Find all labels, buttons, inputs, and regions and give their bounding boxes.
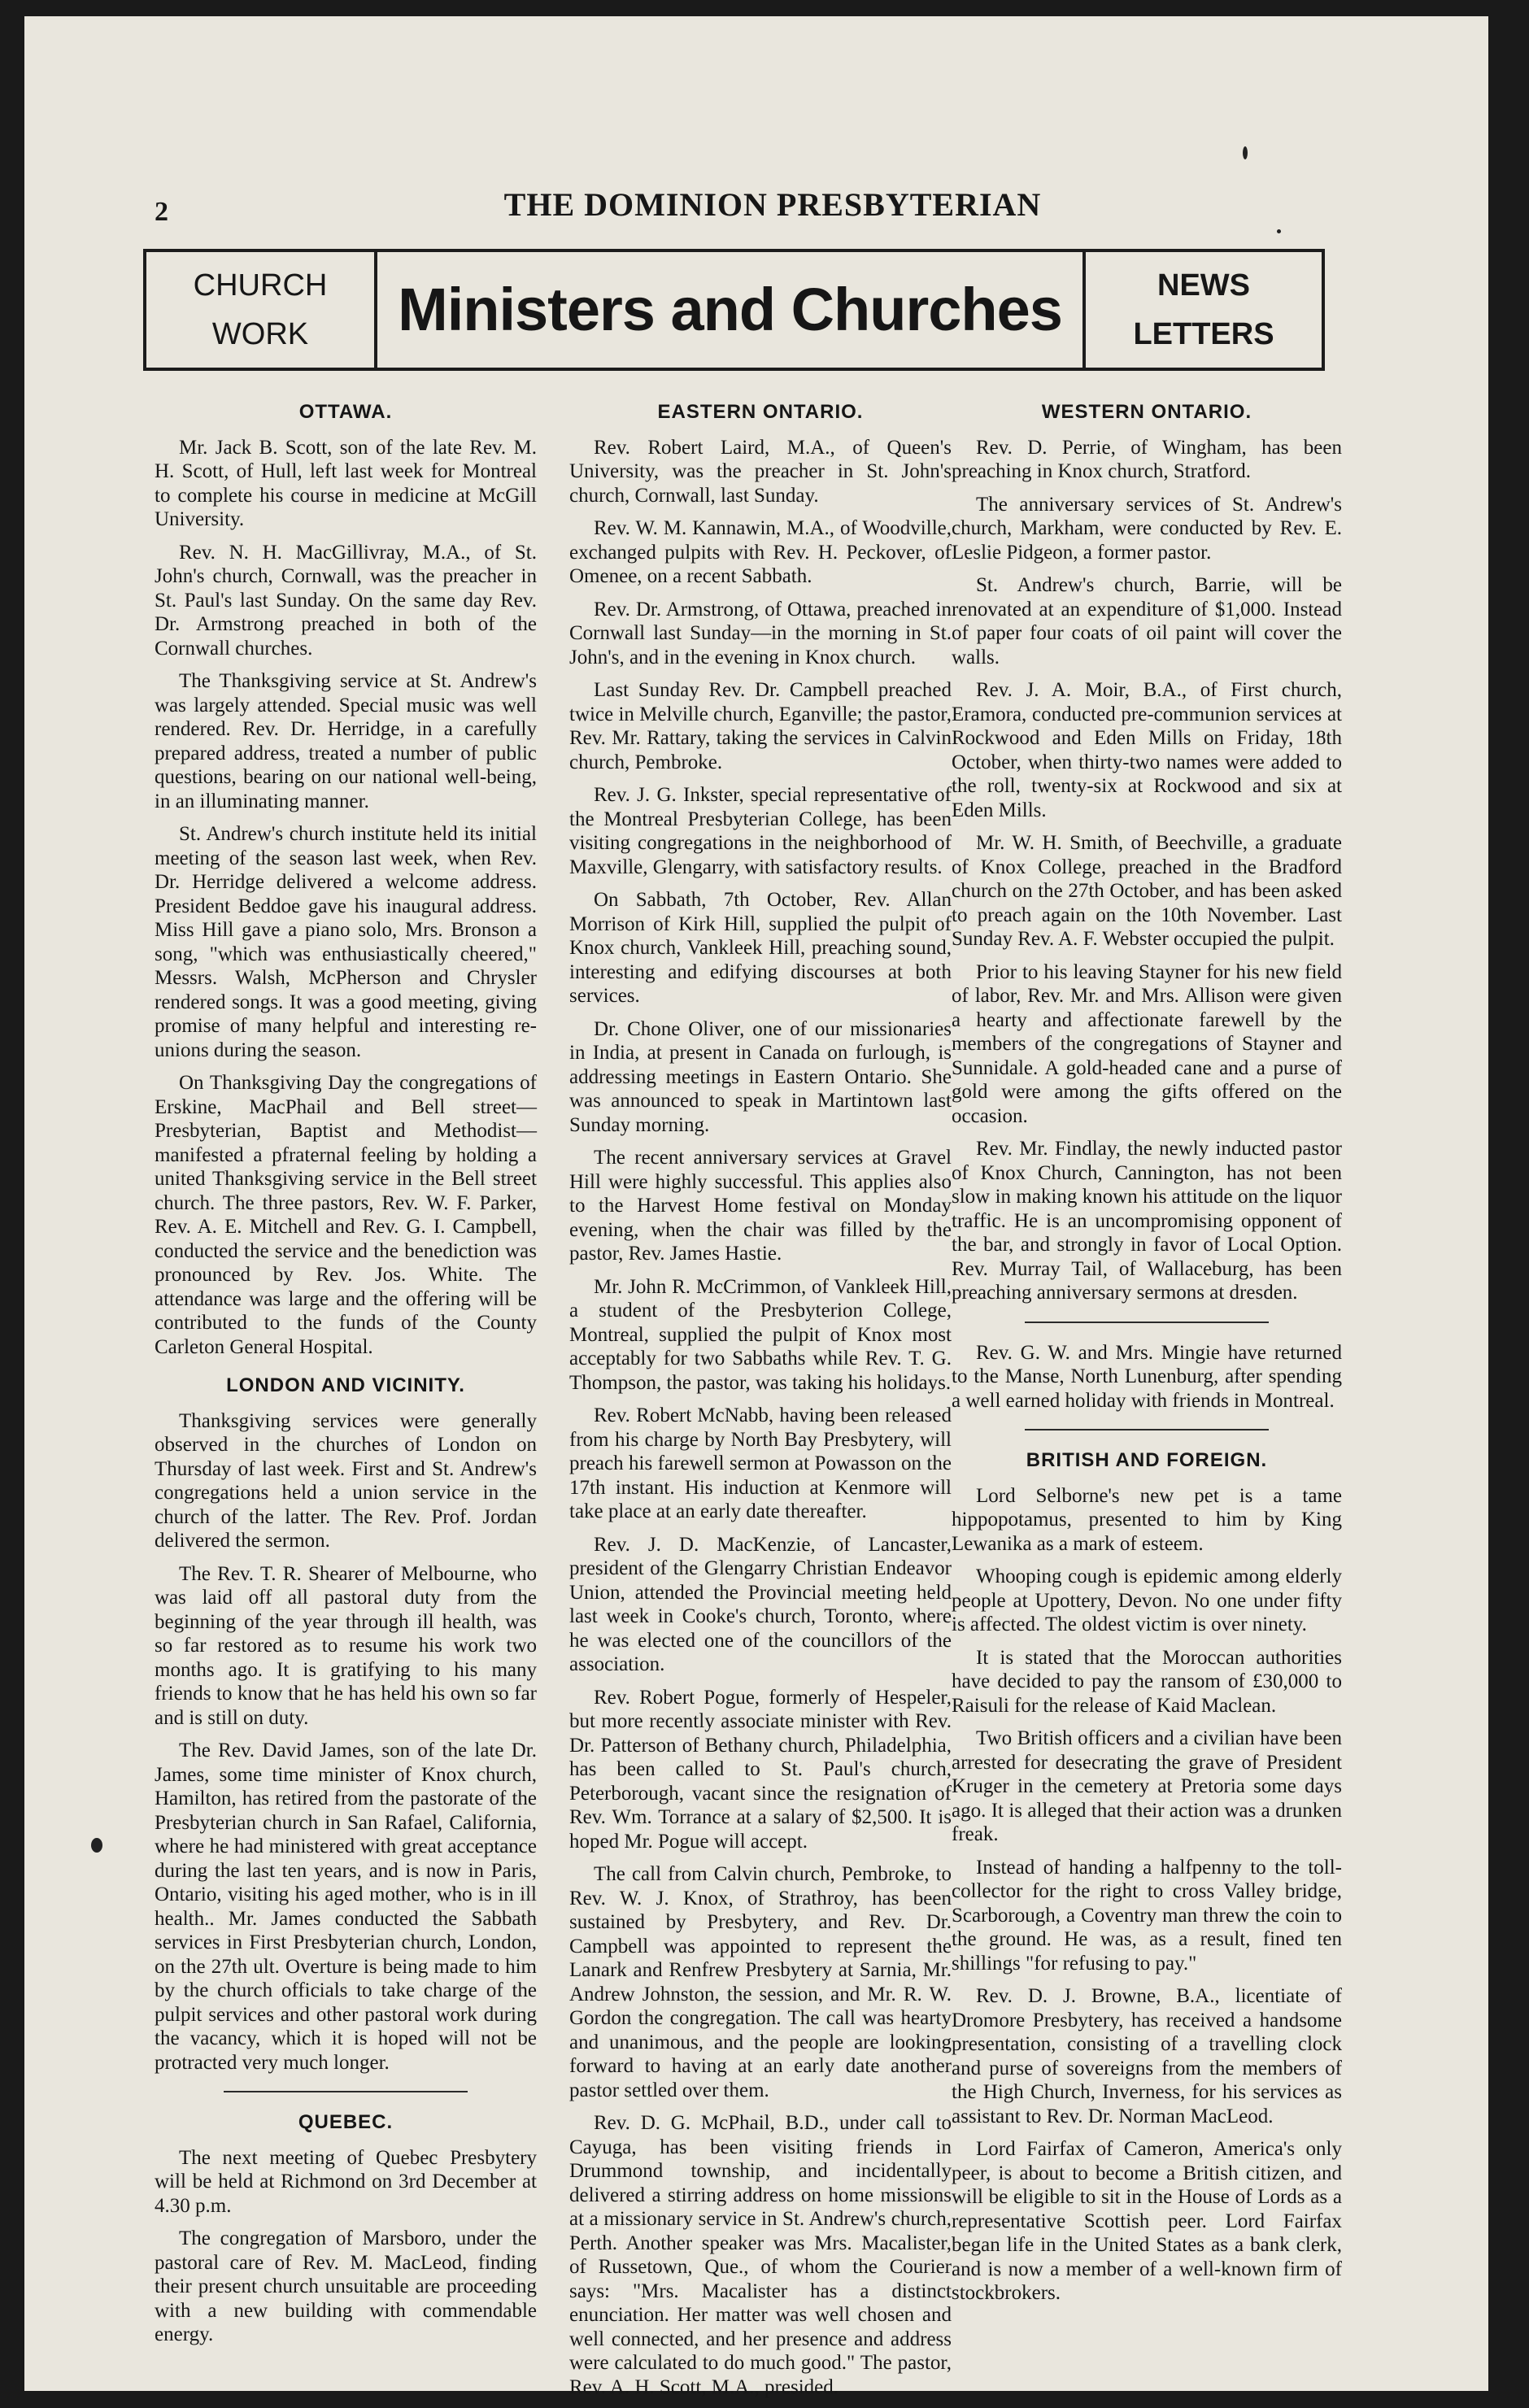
article-paragraph: Lord Selborne's new pet is a tame hippopotamus, presented to him by King Lewanika as a mark of esteem. (952, 1484, 1342, 1555)
article-paragraph: The Rev. T. R. Shearer of Melbourne, who was laid off all pastoral duty from the beginning of the year through ill health, was so far restored as to resume his work two months ago. It is gratifying to his many friends to know that he has held his own so far and is still on duty. (155, 1562, 537, 1729)
article-paragraph: Rev. J. D. MacKenzie, of Lancaster, president of the Glengarry Christian Endeavor Union, attended the Provincial meeting held last week in Cooke's church, Toronto, where he was elected one of the councillors of the association. (569, 1533, 952, 1675)
banner-news-letters (1082, 252, 1322, 368)
banner-left-line1: CHURCH (193, 268, 328, 303)
article-paragraph: Rev. N. H. MacGillivray, M.A., of St. John's church, Cornwall, was the preacher in St. Paul's last Sunday. On the same day Rev. Dr. Armstrong preached in both of the Cornwall churches. (155, 541, 537, 660)
article-paragraph: The next meeting of Quebec Presbytery will be held at Richmond on 3rd December at 4.30 p.m. (155, 2146, 537, 2217)
ink-smudge (1277, 229, 1281, 233)
running-head: THE DOMINION PRESBYTERIAN (503, 186, 1042, 223)
heading-british-foreign: BRITISH AND FOREIGN. (1026, 1449, 1268, 1471)
article-paragraph: The congregation of Marsboro, under the pastoral care of Rev. M. MacLeod, finding their present church unsuitable are proceeding with a new building with commendable energy. (155, 2227, 537, 2345)
article-paragraph: Rev. Robert Laird, M.A., of Queen's University, was the preacher in St. John's church, Cornwall, last Sunday. (569, 436, 952, 507)
article-paragraph: Rev. Dr. Armstrong, of Ottawa, preached in Cornwall last Sunday—in the morning in St. John's, and in the evening in Knox church. (569, 598, 952, 668)
article-paragraph: Lord Fairfax of Cameron, America's only peer, is about to become a British citizen, and will be eligible to sit in the House of Lords as a representative Scottish peer. Lord Fairfax began life in the United States as a bank clerk, and is now a member of a well-known firm of stockbrokers. (952, 2138, 1342, 2304)
article-paragraph: Rev. G. W. and Mrs. Mingie have returned to the Manse, North Lunenburg, after spending a well earned holiday with friends in Montreal. (952, 1341, 1342, 1412)
article-paragraph: Rev. J. G. Inkster, special representative of the Montreal Presbyterian College, has been visiting congregations in the neighborhood of Maxville, Glengarry, with satisfactory results. (569, 784, 952, 878)
banner-church-work (146, 252, 377, 368)
article-paragraph: St. Andrew's church institute held its initial meeting of the season last week, when Rev. Dr. Herridge delivered a welcome address. President Beddoe gave his inaugural address. Miss Hill gave a piano solo, Mrs. Bronson a song, "which was enthusiastically cheered," Messrs. Walsh, McPherson and Chrysler rendered songs. It was a good meeting, giving promise of many helpful and interesting re-unions during the season. (155, 823, 537, 1061)
article-paragraph: The recent anniversary services at Gravel Hill were highly successful. This applies also to the Harvest Home festival on Monday evening, when the chair was filled by the pastor, Rev. James Hastie. (569, 1147, 952, 1265)
article-paragraph: Whooping cough is epidemic among elderly people at Upottery, Devon. No one under fifty is affected. The oldest victim is over ninety. (952, 1565, 1342, 1635)
column-2 (569, 397, 952, 2408)
article-paragraph: The anniversary services of St. Andrew's church, Markham, were conducted by Rev. E. Leslie Pidgeon, a former pastor. (952, 493, 1342, 564)
heading-western-ontario: WESTERN ONTARIO. (1041, 401, 1252, 423)
article-paragraph: The call from Calvin church, Pembroke, to Rev. W. J. Knox, of Strathroy, has been sustained by Presbytery, and Rev. Dr. Campbell was appointed to represent the Lanark and Renfrew Presbytery at Sarnia, Mr. Andrew Johnston, the session, and Mr. R. W. Gordon the congregation. The call was hearty and unanimous, and the people are looking forward to having at an early date another pastor settled over them. (569, 1863, 952, 2101)
heading-quebec: QUEBEC. (298, 2111, 394, 2133)
heading-eastern-ontario: EASTERN ONTARIO. (657, 401, 864, 423)
article-paragraph: Dr. Chone Oliver, one of our missionaries in India, at present in Canada on furlough, is addressing meetings in Eastern Ontario. She was announced to speak in Martintown last Sunday morning. (569, 1017, 952, 1136)
banner-right-line1: NEWS (1157, 268, 1250, 303)
article-paragraph: The Thanksgiving service at St. Andrew's was largely attended. Special music was well rendered. Rev. Dr. Herridge, in a carefully prepared address, treated a number of public questions, bearing on our national well-being, in an illuminating manner. (155, 670, 537, 812)
article-paragraph: Rev. D. Perrie, of Wingham, has been preaching in Knox church, Stratford. (952, 436, 1342, 482)
article-paragraph: It is stated that the Moroccan authorities have decided to pay the ransom of £30,000 to Raisuli for the release of Kaid Maclean. (952, 1646, 1342, 1717)
article-paragraph: Rev. W. M. Kannawin, M.A., of Woodville, exchanged pulpits with Rev. H. Peckover, of Omenee, on a recent Sabbath. (569, 517, 952, 587)
column-3 (952, 397, 1342, 2314)
article-paragraph: Mr. Jack B. Scott, son of the late Rev. M. H. Scott, of Hull, left last week for Montreal to complete his course in medicine at McGill University. (155, 436, 537, 530)
article-paragraph: Rev. D. J. Browne, B.A., licentiate of Dromore Presbytery, has received a handsome presentation, consisting of a travelling clock and purse of sovereigns from the members of the High Church, Inverness, for his services as assistant to Rev. Dr. Norman MacLeod. (952, 1985, 1342, 2127)
article-paragraph: Instead of handing a halfpenny to the toll-collector for the right to cross Valley bridge, Scarborough, a Coventry man threw the coin to the ground. He was, as a result, fined ten shillings "for refusing to pay." (952, 1856, 1342, 1975)
article-paragraph: On Sabbath, 7th October, Rev. Allan Morrison of Kirk Hill, supplied the pulpit of Knox church, Vankleek Hill, preaching sound, interesting and edifying discourses at both services. (569, 889, 952, 1007)
article-paragraph: Two British officers and a civilian have been arrested for desecrating the grave of President Kruger in the cemetery at Pretoria some days ago. It is alleged that their action was a drunken freak. (952, 1727, 1342, 1845)
page-number: 2 (155, 197, 168, 227)
banner-right-line2: LETTERS (1133, 317, 1274, 351)
article-paragraph: Rev. J. A. Moir, B.A., of First church, Eramora, conducted pre-communion services at Rockwood and Eden Mills on Friday, 18th October, when thirty-two names were added to the roll, twenty-six at Rockwood and six at Eden Mills. (952, 679, 1342, 821)
banner-left-line2: WORK (211, 317, 309, 351)
section-rule (1025, 1322, 1269, 1323)
article-paragraph: Rev. D. G. McPhail, B.D., under call to Cayuga, has been visiting friends in Drummond township, and incidentally delivered a stirring address on home missions at a missionary service in St. Andrew's church, Perth. Another speaker was Mrs. Macalister, of Russetown, Que., of whom the Courier says: "Mrs. Macalister has a distinct enunciation. Her matter was well chosen and well connected, and her presence and address were calculated to do much good." The pastor, Rev. A. H. Scott, M.A., presided. (569, 2112, 952, 2398)
article-paragraph: On Thanksgiving Day the congregations of Erskine, MacPhail and Bell street—Presbyterian, Baptist and Methodist—manifested a pfraternal feeling by holding a united Thanksgiving service in the Bell street church. The three pastors, Rev. W. F. Parker, Rev. A. E. Mitchell and Rev. G. I. Campbell, conducted the service and the benediction was pronounced by Rev. Jos. White. The attendance was large and the offering will be contributed to the funds of the County Carleton General Hospital. (155, 1072, 537, 1358)
heading-london: LONDON AND VICINITY. (226, 1374, 465, 1396)
article-paragraph: Mr. John R. McCrimmon, of Vankleek Hill, a student of the Presbyterion College, Montreal, supplied the pulpit of Knox most acceptably for two Sabbaths while Rev. T. G. Thompson, the pastor, was taking his holidays. (569, 1275, 952, 1394)
banner-title: Ministers and Churches (398, 276, 1062, 343)
article-paragraph: Prior to his leaving Stayner for his new field of labor, Rev. Mr. and Mrs. Allison were given a hearty and affectionate farewell by the members of the congregations of Stayner and Sunnidale. A gold-headed cane and a purse of gold were among the gifts offered on the occasion. (952, 960, 1342, 1127)
article-paragraph: Rev. Robert Pogue, formerly of Hespeler, but more recently associate minister with Rev. Dr. Patterson of Bethany church, Philadelphia, has been called to St. Paul's church, Peterborough, vacant since the resignation of Rev. Wm. Torrance at a salary of $2,500. It is hoped Mr. Pogue will accept. (569, 1686, 952, 1853)
section-rule (224, 2091, 468, 2092)
ink-smudge (91, 1838, 102, 1853)
article-paragraph: Rev. Robert McNabb, having been released from his charge by North Bay Presbytery, will preach his farewell sermon at Powasson on the 17th instant. His induction at Kenmore will take place at an early date thereafter. (569, 1404, 952, 1522)
column-1 (155, 397, 537, 2356)
article-paragraph: Rev. Mr. Findlay, the newly inducted pastor of Knox Church, Cannington, has not been slow in making known his attitude on the liquor traffic. He is an uncompromising opponent of the bar, and strongly in favor of Local Option. Rev. Murray Tail, of Wallaceburg, has been preaching anniversary sermons at dresden. (952, 1138, 1342, 1304)
section-banner (143, 249, 1325, 371)
heading-ottawa: OTTAWA. (298, 401, 393, 423)
section-rule (1025, 1429, 1269, 1430)
ink-smudge (1243, 146, 1248, 159)
article-paragraph: St. Andrew's church, Barrie, will be renovated at an expenditure of $1,000. Instead of paper four coats of oil paint will cover the walls. (952, 574, 1342, 668)
article-paragraph: Thanksgiving services were generally observed in the churches of London on Thursday of last week. First and St. Andrew's congregations held a union service in the church of the latter. The Rev. Prof. Jordan delivered the sermon. (155, 1409, 537, 1552)
article-paragraph: Last Sunday Rev. Dr. Campbell preached twice in Melville church, Eganville; the pastor, Rev. Mr. Rattary, taking the services in Calvin church, Pembroke. (569, 679, 952, 773)
article-paragraph: Mr. W. H. Smith, of Beechville, a graduate of Knox College, preached in the Bradford church on the 27th October, and has been asked to preach again on the 10th November. Last Sunday Rev. A. F. Webster occupied the pulpit. (952, 832, 1342, 950)
article-paragraph: The Rev. David James, son of the late Dr. James, some time minister of Knox church, Hamilton, has retired from the pastorate of the Presbyterian church in San Rafael, California, where he had ministered with great acceptance during the last ten years, and is now in Paris, Ontario, visiting his aged mother, who is in ill health.. Mr. James conducted the Sabbath services in First Presbyterian church, London, on the 27th ult. Overture is being made to him by the church officials to take charge of the pulpit services and other pastoral work during the vacancy, which it is hoped will not be protracted very much longer. (155, 1740, 537, 2074)
